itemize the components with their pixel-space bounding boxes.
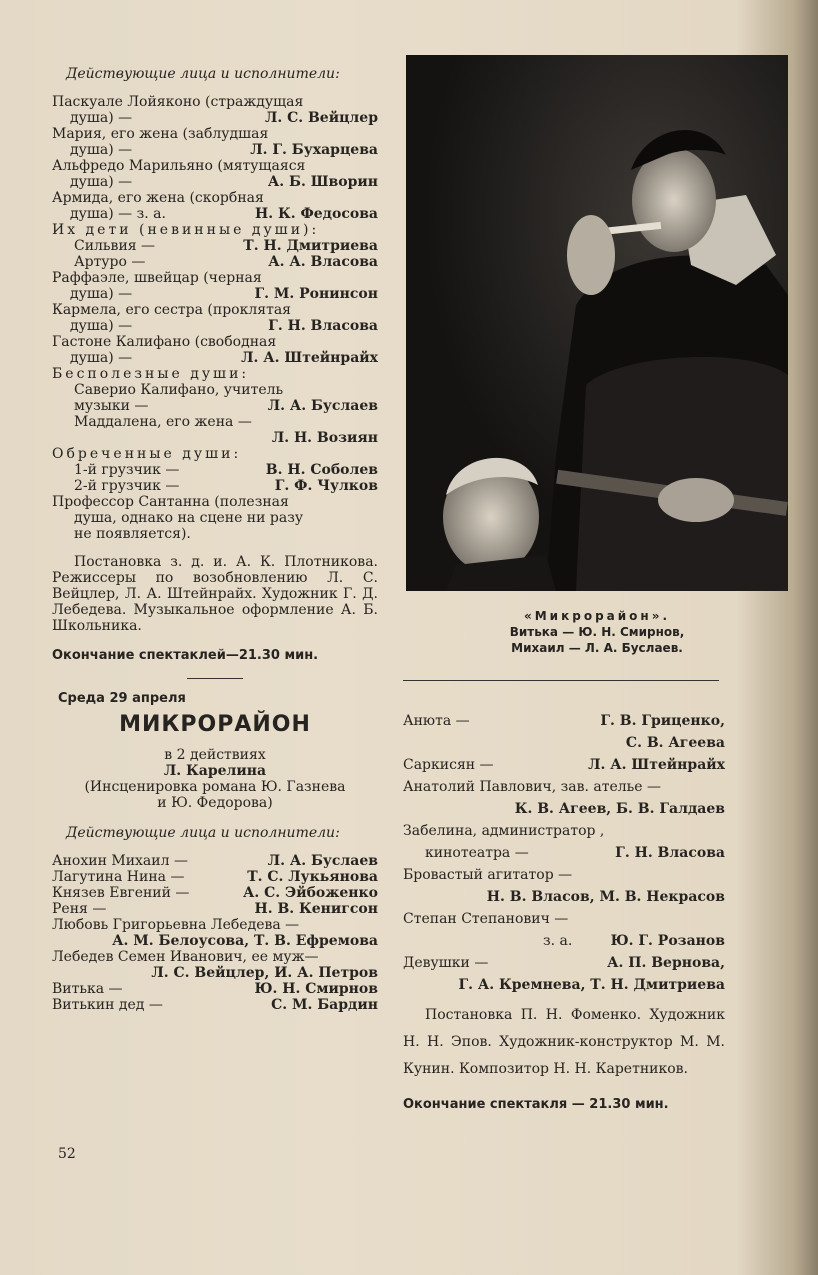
cast-row	[52, 206, 378, 222]
actor-name: В. Н. Соболев	[265, 462, 378, 478]
role-name: Реня —	[52, 901, 107, 917]
actor-name: Ю. Н. Смирнов	[254, 981, 378, 997]
actor-name: А. М. Белоусова, Т. В. Ефремова	[112, 933, 378, 949]
cast-row	[403, 710, 725, 732]
divider	[187, 678, 243, 679]
cast-row	[403, 974, 725, 996]
role-name: душа) —	[70, 318, 133, 334]
cast-row	[52, 318, 378, 334]
cast-list-1	[52, 94, 378, 542]
role-name: 1-й грузчик —	[74, 462, 180, 478]
cast-row	[52, 510, 378, 526]
cast-row	[52, 965, 378, 981]
photo-caption	[405, 608, 789, 656]
cast-row	[52, 398, 378, 414]
cast-row	[52, 222, 378, 238]
cast-row	[52, 174, 378, 190]
role-name: 2-й грузчик —	[74, 478, 180, 494]
cast-row	[52, 526, 378, 542]
actor-name: Л. С. Вейцлер	[264, 110, 378, 126]
role-name: Паскуале Лойяконо (страждущая	[52, 94, 304, 110]
cast-row	[403, 842, 725, 864]
left-column	[52, 66, 378, 1013]
cast-row	[52, 286, 378, 302]
role-name: Их дети (невинные души):	[52, 222, 320, 238]
role-name: Забелина, администратор ,	[403, 823, 605, 839]
cast-row	[52, 901, 378, 917]
cast-row	[52, 478, 378, 494]
cast-row	[52, 494, 378, 510]
role-name: Анюта —	[403, 713, 470, 729]
caption-line-2: Михаил — Л. А. Буслаев.	[511, 641, 683, 655]
end-time-1: Окончание спектаклей—21.30 мин.	[52, 648, 319, 663]
role-name: Раффаэле, швейцар (черная	[52, 270, 262, 286]
cast-row	[52, 933, 378, 949]
actor-name: Т. Н. Дмитриева	[243, 238, 378, 254]
actor-name: А. П. Вернова,	[607, 955, 725, 971]
role-name: Армида, его жена (скорбная	[52, 190, 264, 206]
actor-name: А. С. Эйбоженко	[243, 885, 378, 901]
cast-row	[403, 886, 725, 908]
role-name: Гастоне Калифано (свободная	[52, 334, 277, 350]
cast-row	[403, 952, 725, 974]
role-name: Анатолий Павлович, зав. ателье —	[403, 779, 661, 795]
role-name: Бесполезные души:	[52, 366, 250, 382]
cast-row	[52, 853, 378, 869]
caption-line-1: Витька — Ю. Н. Смирнов,	[509, 625, 685, 639]
cast-row	[52, 917, 378, 933]
role-name: Степан Степанович —	[403, 911, 569, 927]
actor-name: Л. А. Буслаев	[267, 398, 378, 414]
cast-row	[52, 414, 378, 430]
play-title: МИКРОРАЙОН	[119, 712, 311, 737]
photo-image	[406, 55, 788, 591]
cast-row	[52, 302, 378, 318]
cast-row	[52, 142, 378, 158]
cast-row	[403, 798, 725, 820]
caption-title: «Микрорайон».	[523, 609, 671, 623]
actor-name: Л. Н. Возиян	[271, 430, 378, 446]
cast-heading: Действующие лица и исполнители:	[66, 66, 340, 82]
production-photo	[406, 55, 788, 591]
actor-name: Г. Н. Власова	[268, 318, 378, 334]
cast-row	[52, 94, 378, 110]
role-name: кинотеатра —	[425, 845, 529, 861]
cast-row	[403, 908, 725, 930]
role-name: душа, однако на сцене ни разу	[74, 510, 304, 526]
cast-row	[403, 820, 725, 842]
role-name: Любовь Григорьевна Лебедева —	[52, 917, 300, 933]
cast-row	[52, 997, 378, 1013]
role-name: Саркисян —	[403, 757, 494, 773]
role-name: музыки —	[74, 398, 149, 414]
role-name: душа) — з. а.	[70, 206, 166, 222]
actor-name: Н. В. Власов, М. В. Некрасов	[486, 889, 725, 905]
role-name: Маддалена, его жена —	[74, 414, 252, 430]
production-credits-1: Постановка з. д. и. А. К. Плотникова. Режиссеры по возобновлению Л. С. Вейцлер, Л. А. Штейнрайх. Художник Г. Д. Лебедева. Музыкальное оформление А. Б. Школьника.	[52, 554, 378, 634]
page-number: 52	[58, 1146, 76, 1162]
production-credits-2: Постановка П. Н. Фоменко. Художник Н. Н. Эпов. Художник-конструктор М. М. Кунин. Композитор Н. Н. Каретников.	[403, 1007, 725, 1077]
cast-row	[52, 869, 378, 885]
performance-date: Среда 29 апреля	[58, 691, 186, 706]
cast-row	[403, 864, 725, 886]
cast-row	[403, 776, 725, 798]
actor-name: А. А. Власова	[268, 254, 378, 270]
role-name: Сильвия —	[74, 238, 156, 254]
role-name: з. а.	[543, 933, 573, 949]
cast-row	[52, 350, 378, 366]
role-name: Артуро —	[74, 254, 146, 270]
actor-name: Л. А. Штейнрайх	[241, 350, 378, 366]
role-name: Мария, его жена (заблудшая	[52, 126, 269, 142]
actor-name: Ю. Г. Розанов	[610, 933, 725, 949]
role-name: Девушки —	[403, 955, 489, 971]
author: Л. Карелина	[163, 763, 267, 779]
role-name: душа) —	[70, 286, 133, 302]
role-name: Лагутина Нина —	[52, 869, 185, 885]
cast-row	[52, 366, 378, 382]
cast-row	[52, 190, 378, 206]
role-name: Альфредо Марильяно (мятущаяся	[52, 158, 306, 174]
cast-row	[403, 754, 725, 776]
cast-row	[52, 270, 378, 286]
actor-name: А. Б. Шворин	[267, 174, 378, 190]
actor-name: Г. М. Ронинсон	[254, 286, 378, 302]
actor-name: С. В. Агеева	[625, 735, 725, 751]
cast-row	[403, 732, 725, 754]
cast-row	[52, 981, 378, 997]
cast-row	[52, 949, 378, 965]
actor-name: Т. С. Лукьянова	[247, 869, 378, 885]
actor-name: Л. Г. Бухарцева	[250, 142, 378, 158]
actor-name: Г. Н. Власова	[615, 845, 725, 861]
cast-row	[52, 430, 378, 446]
role-name: Кармела, его сестра (проклятая	[52, 302, 292, 318]
cast-row	[52, 238, 378, 254]
cast-row	[52, 334, 378, 350]
role-name: Саверио Калифано, учитель	[74, 382, 284, 398]
cast-row	[52, 126, 378, 142]
actor-name: Г. Ф. Чулков	[274, 478, 378, 494]
actor-name: Л. А. Штейнрайх	[588, 757, 725, 773]
actor-name: Г. В. Гриценко,	[600, 713, 725, 729]
role-name: душа) —	[70, 174, 133, 190]
role-name: Обреченные души:	[52, 446, 242, 462]
actor-name: Л. С. Вейцлер, И. А. Петров	[151, 965, 378, 981]
cast-row	[403, 930, 725, 952]
role-name: Анохин Михаил —	[52, 853, 188, 869]
role-name: Витька —	[52, 981, 123, 997]
acts: в 2 действиях	[164, 747, 266, 763]
cast-row	[52, 382, 378, 398]
role-name: Витькин дед —	[52, 997, 163, 1013]
role-name: Лебедев Семен Иванович, ее муж—	[52, 949, 319, 965]
actor-name: Н. К. Федосова	[255, 206, 378, 222]
role-name: Бровастый агитатор —	[403, 867, 573, 883]
role-name: Профессор Сантанна (полезная	[52, 494, 289, 510]
actor-name: С. М. Бардин	[271, 997, 378, 1013]
actor-name: К. В. Агеев, Б. В. Галдаев	[514, 801, 725, 817]
right-column	[403, 710, 725, 1113]
end-time-2: Окончание спектакля — 21.30 мин.	[403, 1097, 669, 1112]
cast-row	[52, 254, 378, 270]
role-name: Князев Евгений —	[52, 885, 190, 901]
cast-row	[52, 885, 378, 901]
cast-heading-2: Действующие лица и исполнители:	[66, 825, 340, 841]
cast-row	[52, 446, 378, 462]
role-name: душа) —	[70, 350, 133, 366]
adaptation-note: (Инсценировка романа Ю. Газнева и Ю. Федорова)	[84, 779, 346, 811]
cast-list-2	[52, 853, 378, 1013]
actor-name: Л. А. Буслаев	[267, 853, 378, 869]
cast-row	[52, 110, 378, 126]
cast-row	[52, 158, 378, 174]
actor-name: Н. В. Кенигсон	[254, 901, 378, 917]
role-name: душа) —	[70, 142, 133, 158]
section-divider	[403, 680, 719, 681]
cast-row	[52, 462, 378, 478]
cast-list-3	[403, 710, 725, 996]
role-name: душа) —	[70, 110, 133, 126]
role-name: не появляется).	[74, 526, 191, 542]
actor-name: Г. А. Кремнева, Т. Н. Дмитриева	[458, 977, 725, 993]
